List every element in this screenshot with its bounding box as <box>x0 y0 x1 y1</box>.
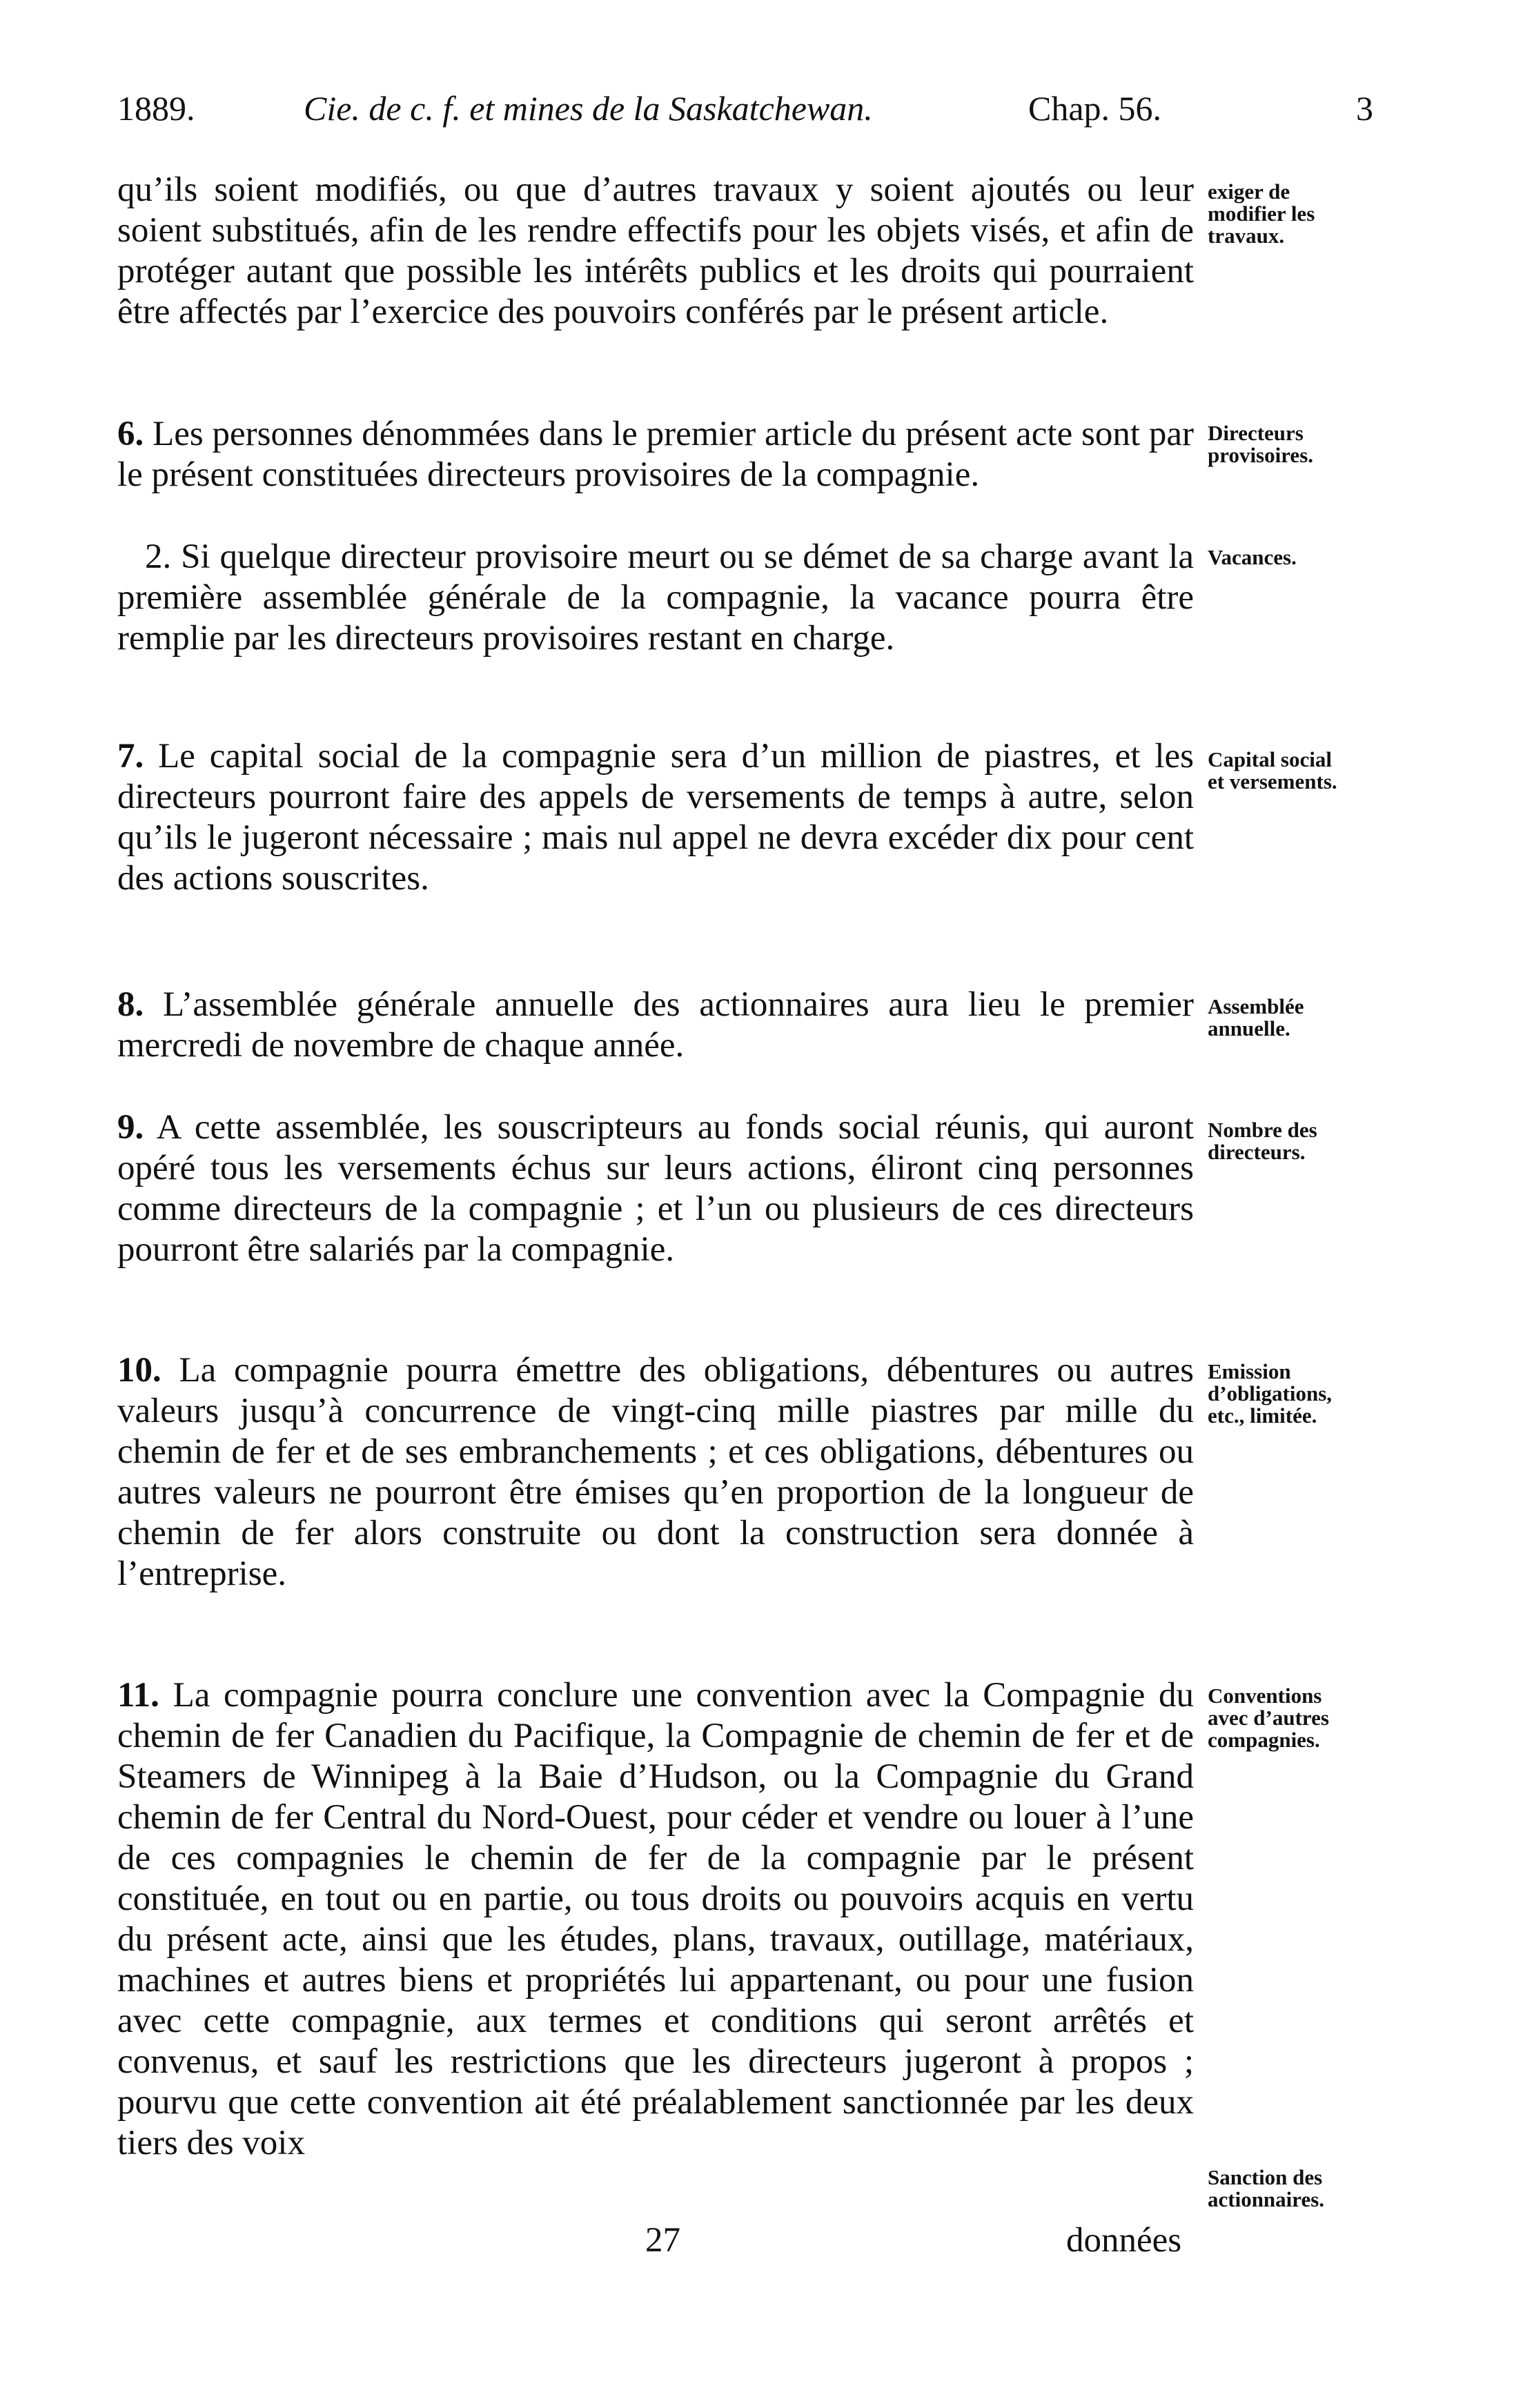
section-9 <box>117 1107 1194 1270</box>
margin-note: Directeurs provisoires. <box>1208 421 1314 467</box>
paragraph-text: Les personnes dénommées dans le premier article du présent acte sont par le présent constituées directeurs provisoires de la compagnie. <box>117 415 1195 494</box>
section-number: 7. <box>117 737 144 776</box>
page-number: 3 <box>1356 89 1373 128</box>
paragraph-text: Le capital social de la compagnie sera d’un million de piastres, et les directeurs pourront faire des appels de versements de temps à autre, selon qu’ils le jugeront nécessaire ; mais nul appel ne devra excéder dix pour cent des actions souscrites. <box>117 737 1195 898</box>
section-6 <box>117 414 1194 495</box>
section-10 <box>117 1350 1194 1595</box>
signature-mark: 27 <box>645 2221 680 2260</box>
margin-note: exiger de modifier les travaux. <box>1208 179 1315 248</box>
margin-note: Emission d’obligations, etc., limitée. <box>1208 1359 1333 1428</box>
paragraph-text: La compagnie pourra émettre des obligations, débentures ou autres valeurs jusqu’à concurrence de vingt-cinq mille piastres par mille du chemin de fer et de ses embranchements ; et ces obligations, débentures ou autres valeurs ne pourront être émises qu’en proportion de la longueur de chemin de fer alors construite ou dont la construction sera donnée à l’entreprise. <box>117 1351 1195 1593</box>
margin-note: Vacances. <box>1208 545 1297 569</box>
paragraph-text: qu’ils soient modifiés, ou que d’autres travaux y soient ajoutés ou leur soient substitués, afin de les rendre effectifs pour les objets visés, et afin de protéger autant que possible les intérêts publics et les droits qui pourraient être affectés par l’exercice des pouvoirs conférés par le présent article. <box>117 170 1194 331</box>
paragraph-text: La compagnie pourra conclure une convention avec la Compagnie du chemin de fer Canadien du Pacifique, la Compagnie de chemin de fer et de Steamers de Winnipeg à la Baie d’Hudson, ou la Compagnie du Grand chemin de fer Central du Nord-Ouest, pour céder et vendre ou louer à l’une de ces compagnies le chemin de fer de la compagnie par le présent constituée, en tout ou en partie, ou tous droits ou pouvoirs acquis en vertu du présent acte, ainsi que les études, plans, travaux, outillage, matériaux, machines et autres biens et propriétés lui appartenant, ou pour une fusion avec cette compagnie, aux termes et conditions qui seront arrêtés et convenus, et sauf les restrictions que les directeurs jugeront à propos ; pourvu que cette convention ait été préalablement sanctionnée par les deux tiers des voix <box>117 1676 1195 2162</box>
section-number: 6. <box>117 415 144 453</box>
paragraph-text: 2. Si quelque directeur provisoire meurt ou se démet de sa charge avant la première assemblée générale de la compagnie, la vacance pourra être remplie par les directeurs provisoires restant en charge. <box>117 537 1194 658</box>
section-number: 8. <box>117 985 144 1024</box>
page-header <box>117 88 1373 137</box>
paragraph-text: A cette assemblée, les souscripteurs au fonds social réunis, qui auront opéré tous les versements échus sur leurs actions, éliront cinq personnes comme directeurs de la compagnie ; et l’un ou plusieurs de ces directeurs pourront être salariés par la compagnie. <box>117 1108 1195 1269</box>
section-11 <box>117 1675 1194 2164</box>
catchword: données <box>1066 2221 1182 2260</box>
section-7 <box>117 736 1194 899</box>
header-chapter: Chap. 56. <box>1028 89 1162 128</box>
section-number: 9. <box>117 1108 144 1147</box>
section-8 <box>117 985 1194 1066</box>
header-year: 1889. <box>117 89 195 128</box>
header-title: Cie. de c. f. et mines de la Saskatchewan. <box>304 89 873 128</box>
section-number: 11. <box>117 1676 159 1715</box>
margin-note: Assemblée annuelle. <box>1208 994 1304 1040</box>
paragraph-continuation <box>117 170 1194 333</box>
margin-note: Capital social et versements. <box>1208 747 1337 793</box>
paragraph-text: L’assemblée générale annuelle des actionnaires aura lieu le premier mercredi de novembre de chaque année. <box>117 985 1194 1065</box>
section-number: 10. <box>117 1351 161 1390</box>
margin-note: Sanction des actionnaires. <box>1208 2165 1325 2211</box>
margin-note: Nombre des directeurs. <box>1208 1118 1317 1164</box>
margin-note: Conventions avec d’autres compagnies. <box>1208 1684 1329 1752</box>
section-6-2 <box>117 537 1194 659</box>
